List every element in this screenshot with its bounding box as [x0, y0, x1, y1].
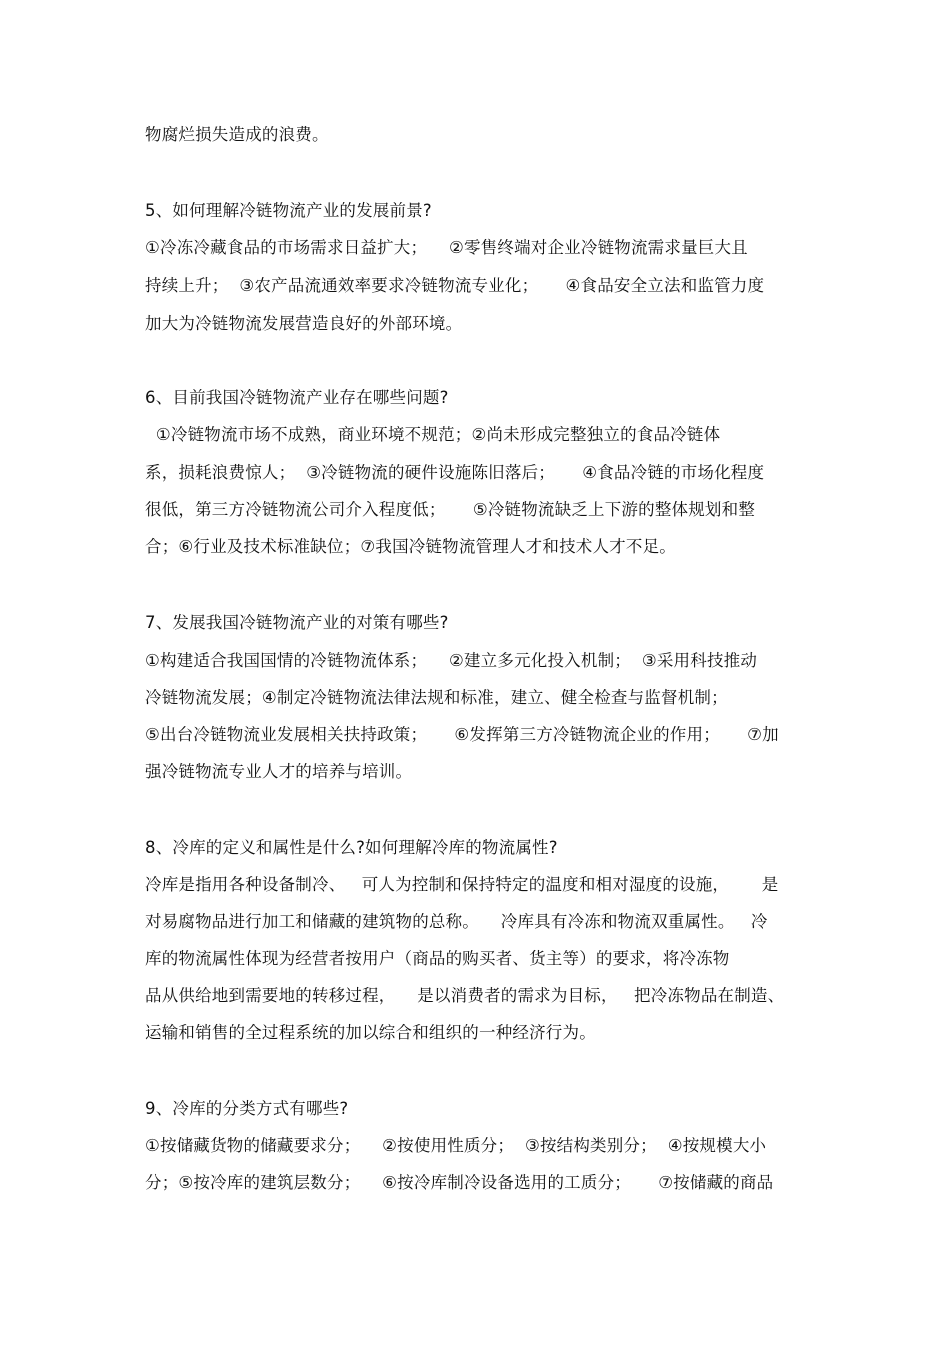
- text-line: 品从供给地到需要地的转移过程， 是以消费者的需求为目标， 把冷冻物品在制造、: [145, 986, 785, 1005]
- text-line: ①按储藏货物的储藏要求分； ②按使用性质分； ③按结构类别分； ④按规模大小: [145, 1136, 767, 1155]
- text-line: 冷库是指用各种设备制冷、 可人为控制和保持特定的温度和相对湿度的设施， 是: [145, 875, 779, 894]
- text-line: ①冷冻冷藏食品的市场需求日益扩大； ②零售终端对企业冷链物流需求量巨大且: [145, 238, 748, 257]
- text-line: 合；⑥行业及技术标准缺位；⑦我国冷链物流管理人才和技术人才不足。: [145, 537, 676, 556]
- text-line: 分；⑤按冷库的建筑层数分； ⑥按冷库制冷设备选用的工质分； ⑦按储藏的商品: [145, 1173, 774, 1192]
- text-line: ①冷链物流市场不成熟，商业环境不规范；②尚未形成完整独立的食品冷链体: [145, 425, 721, 444]
- text-line: 强冷链物流专业人才的培养与培训。: [145, 762, 413, 781]
- text-line: ①构建适合我国国情的冷链物流体系； ②建立多元化投入机制； ③采用科技推动: [145, 651, 758, 670]
- text-line: 加大为冷链物流发展营造良好的外部环境。: [145, 314, 463, 333]
- text-line: 库的物流属性体现为经营者按用户（商品的购买者、货主等）的要求，将冷冻物: [145, 949, 730, 968]
- text-line: 冷链物流发展；④制定冷链物流法律法规和标准，建立、健全检查与监督机制；: [145, 688, 728, 707]
- text-line: 物腐烂损失造成的浪费。: [145, 125, 329, 144]
- question-heading: 5、如何理解冷链物流产业的发展前景?: [145, 201, 432, 220]
- text-line: 系，损耗浪费惊人； ③冷链物流的硬件设施陈旧落后； ④食品冷链的市场化程度: [145, 463, 765, 482]
- question-heading: 7、发展我国冷链物流产业的对策有哪些?: [145, 613, 449, 632]
- text-line: 对易腐物品进行加工和储藏的建筑物的总称。 冷库具有冷冻和物流双重属性。 冷: [145, 912, 768, 931]
- text-line: 运输和销售的全过程系统的加以综合和组织的一种经济行为。: [145, 1023, 596, 1042]
- text-line: ⑤出台冷链物流业发展相关扶持政策； ⑥发挥第三方冷链物流企业的作用； ⑦加: [145, 725, 779, 744]
- question-heading: 8、冷库的定义和属性是什么?如何理解冷库的物流属性?: [145, 838, 558, 857]
- text-line: 很低，第三方冷链物流公司介入程度低； ⑤冷链物流缺乏上下游的整体规划和整: [145, 500, 756, 519]
- question-heading: 9、冷库的分类方式有哪些?: [145, 1099, 349, 1118]
- question-heading: 6、目前我国冷链物流产业存在哪些问题?: [145, 388, 449, 407]
- text-line: 持续上升； ③农产品流通效率要求冷链物流专业化； ④食品安全立法和监管力度: [145, 276, 765, 295]
